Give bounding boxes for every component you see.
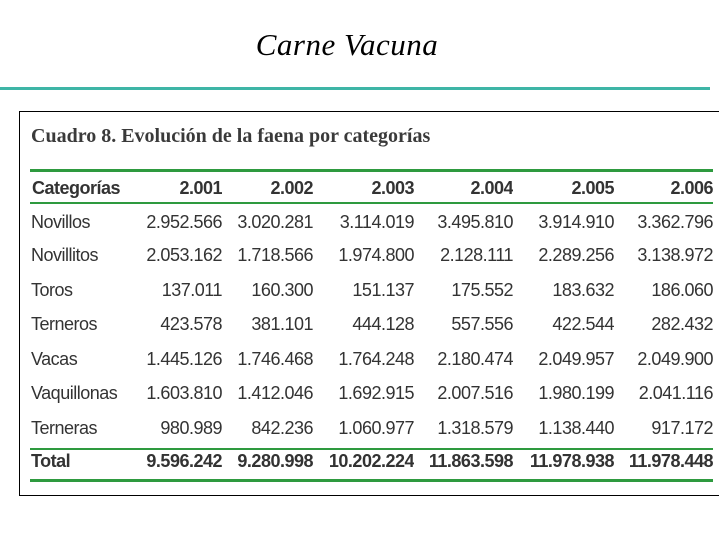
table-cell: 980.989 [160,417,222,438]
table-cell: 3.020.281 [237,211,313,232]
table-row [30,377,713,412]
table-cell: 842.236 [251,417,313,438]
total-cell: 11.863.598 [428,451,513,471]
table-cell: 1.718.566 [237,245,313,266]
column-header: 2.006 [670,177,713,198]
total-cell: 9.596.242 [146,451,222,471]
total-cell: 10.202.224 [328,451,414,471]
table-cell: 423.578 [160,314,222,335]
table-cell: 3.495.810 [437,211,513,232]
table-cell: 2.007.516 [437,383,513,404]
column-header: 2.002 [270,177,313,198]
table-cell: 1.974.800 [338,245,414,266]
category-label: Novillitos [31,245,99,266]
table-image-frame [19,111,719,496]
table-cell: 1.138.440 [538,417,614,438]
table-row [30,239,713,274]
table-cell: 3.114.019 [339,211,414,232]
table-cell: 2.049.900 [637,348,713,369]
table-row [30,411,713,446]
table-cell: 3.914.910 [538,211,614,232]
table-cell: 1.764.248 [338,348,414,369]
table-cell: 917.172 [651,417,713,438]
table-caption: Cuadro 8. Evolución de la faena por categorías [31,125,431,147]
table-cell: 183.632 [552,279,614,300]
table-cell: 186.060 [651,279,713,300]
table-cell: 1.445.126 [146,348,222,369]
table-cell: 3.362.796 [637,211,713,232]
table-bottom-rule [30,479,713,482]
category-label: Terneras [31,417,98,438]
table-cell: 2.128.111 [440,245,513,266]
table-cell: 2.289.256 [538,245,614,266]
column-header: 2.004 [470,177,513,198]
table-cell: 557.556 [451,314,513,335]
category-label: Novillos [31,211,91,232]
table-cell: 1.692.915 [338,383,414,404]
table-cell: 2.041.116 [638,383,713,404]
table-cell: 444.128 [352,314,414,335]
total-row [30,446,713,476]
column-header: 2.003 [371,177,414,198]
table-cell: 1.746.468 [237,348,313,369]
table-cell: 2.952.566 [146,211,222,232]
table-cell: 282.432 [651,314,713,335]
total-cell: 9.280.998 [237,451,313,471]
column-header: 2.005 [571,177,614,198]
table-cell: 2.180.474 [437,348,513,369]
table-cell: 137.011 [161,279,222,300]
category-label: Terneros [31,314,98,335]
table-row [30,273,713,308]
total-label: Total [31,451,71,471]
table-row [30,342,713,377]
total-cell: 11.978.938 [529,451,614,471]
slaughter-table [30,172,713,476]
table-cell: 160.300 [251,279,313,300]
table-row [30,308,713,343]
table-cell: 1.603.810 [146,383,222,404]
total-cell: 11.978.448 [628,451,713,471]
slide-title: Carne Vacuna [255,27,439,62]
table-cell: 1.980.199 [538,383,614,404]
table-cell: 151.137 [352,279,414,300]
column-header: Categorías [32,177,121,198]
column-header: 2.001 [179,177,222,198]
category-label: Toros [31,279,73,300]
category-label: Vaquillonas [31,383,118,404]
title-divider [0,87,710,90]
table-cell: 1.318.579 [437,417,513,438]
table-cell: 381.101 [251,314,313,335]
table-cell: 1.060.977 [338,417,414,438]
table-cell: 1.412.046 [237,383,313,404]
table-row [30,204,713,239]
table-cell: 2.049.957 [538,348,614,369]
table-cell: 2.053.162 [146,245,222,266]
category-label: Vacas [31,348,78,369]
table-cell: 3.138.972 [637,245,713,266]
table-header-row [30,172,713,204]
table-cell: 175.552 [451,279,513,300]
table-cell: 422.544 [552,314,614,335]
